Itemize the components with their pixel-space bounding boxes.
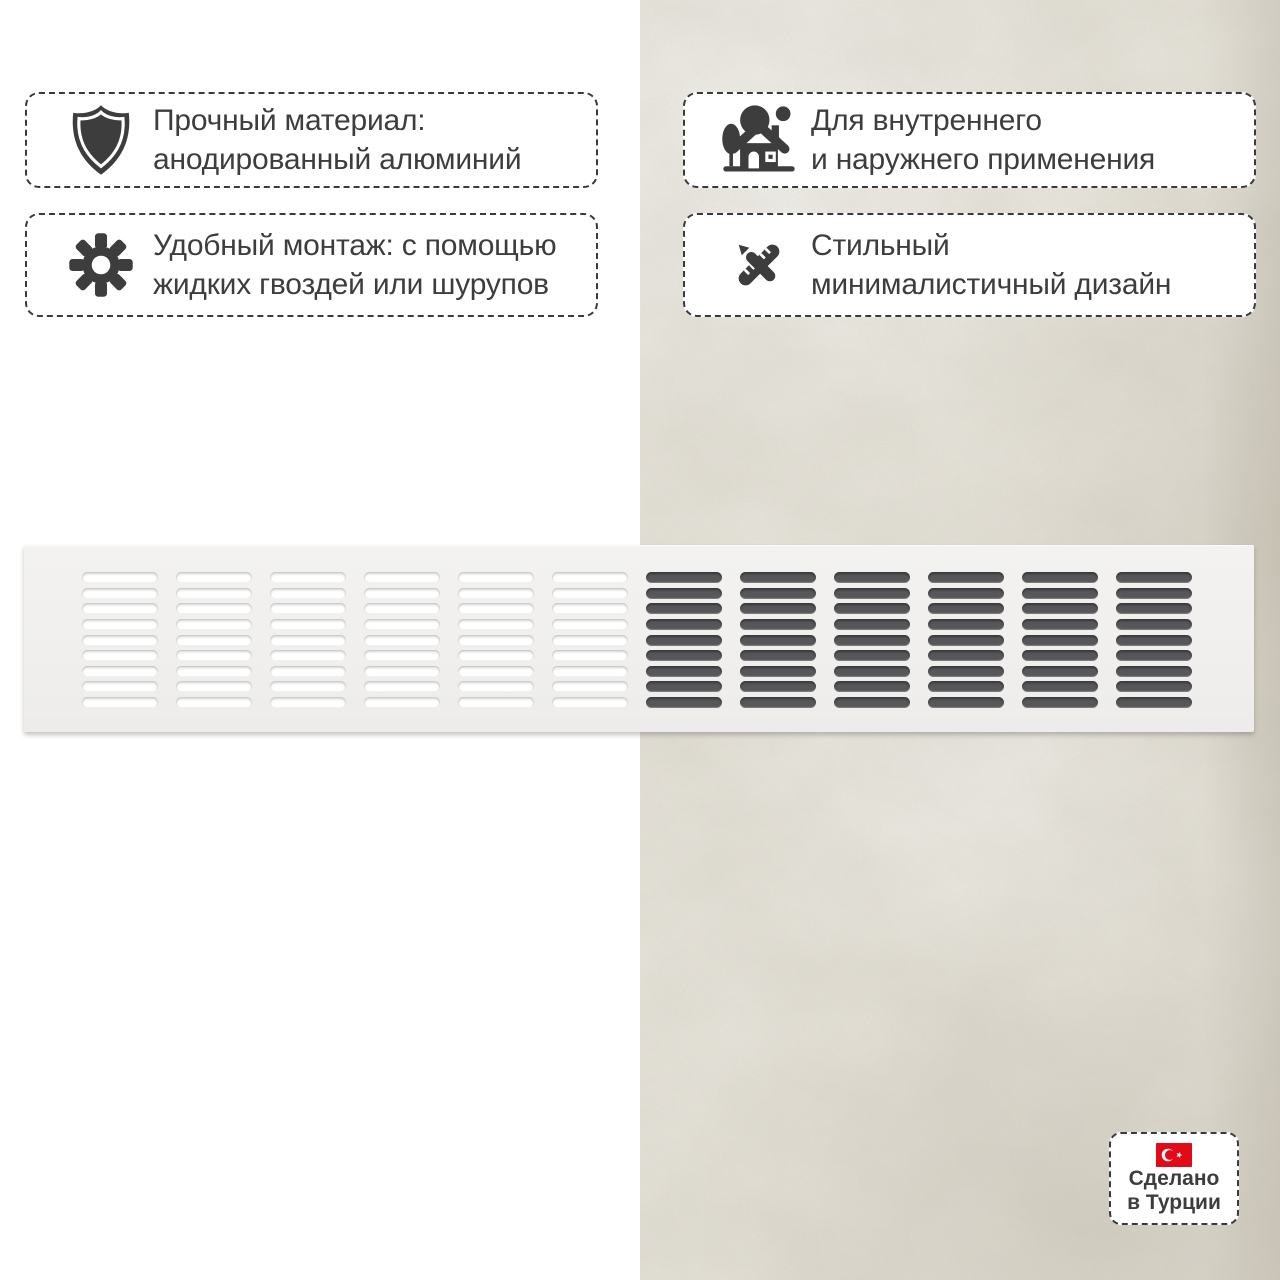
vent-slot [834, 666, 910, 677]
vent-slot [1022, 572, 1098, 583]
vent-slot [458, 650, 534, 661]
slot-column [834, 572, 910, 708]
feature-line: Стильный [811, 229, 950, 262]
feature-line: Для внутреннего [811, 104, 1042, 137]
vent-slot [270, 666, 346, 677]
vent-slot [458, 697, 534, 708]
slot-column [364, 572, 440, 708]
vent-slot [176, 666, 252, 677]
slot-column [552, 572, 628, 708]
vent-slot [740, 635, 816, 646]
ventilation-grille [24, 545, 1254, 732]
slot-column [82, 572, 158, 708]
vent-slot [552, 650, 628, 661]
vent-slot [270, 650, 346, 661]
feature-text [811, 101, 1155, 179]
vent-slot [270, 619, 346, 630]
vent-slot [1116, 619, 1192, 630]
vent-slot [1022, 666, 1098, 677]
turkey-flag-icon [1156, 1143, 1192, 1167]
vent-slot [1116, 572, 1192, 583]
vent-slot [364, 650, 440, 661]
slot-column [646, 572, 722, 708]
vent-slot [176, 681, 252, 692]
vent-slot [458, 572, 534, 583]
vent-slot [928, 603, 1004, 614]
vent-slot [176, 619, 252, 630]
vent-slot [364, 681, 440, 692]
feature-box-design [683, 213, 1256, 317]
vent-slot [458, 666, 534, 677]
vent-slot [1022, 619, 1098, 630]
vent-slot [1116, 603, 1192, 614]
vent-slot [82, 697, 158, 708]
vent-slot [646, 588, 722, 599]
vent-slot [364, 619, 440, 630]
feature-line: анодированный алюминий [153, 143, 522, 176]
vent-slot [364, 635, 440, 646]
vent-slot [552, 635, 628, 646]
vent-slot [834, 603, 910, 614]
feature-line: жидких гвоздей или шурупов [153, 268, 549, 301]
vent-slot [458, 681, 534, 692]
gear-icon [57, 230, 145, 300]
vent-slot [1022, 603, 1098, 614]
vent-slot [270, 588, 346, 599]
vent-slot [928, 697, 1004, 708]
vent-slot [176, 603, 252, 614]
made-in-turkey-badge [1109, 1132, 1239, 1225]
slot-column [458, 572, 534, 708]
vent-slot [928, 588, 1004, 599]
vent-slot [176, 588, 252, 599]
vent-slot [552, 619, 628, 630]
vent-slot [176, 635, 252, 646]
vent-slot [740, 572, 816, 583]
feature-line: Удобный монтаж: с помощью [153, 229, 557, 262]
vent-slot [82, 603, 158, 614]
vent-slot [1116, 681, 1192, 692]
vent-slot [176, 650, 252, 661]
vent-slot [1022, 697, 1098, 708]
vent-slot [646, 619, 722, 630]
vent-slot [82, 666, 158, 677]
vent-slot [740, 619, 816, 630]
vent-slot [834, 635, 910, 646]
feature-box-material [25, 92, 598, 188]
vent-slot [646, 650, 722, 661]
feature-box-application [683, 92, 1256, 188]
feature-line: Прочный материал: [153, 104, 426, 137]
vent-slot [270, 681, 346, 692]
vent-slot [834, 619, 910, 630]
vent-slot [1022, 588, 1098, 599]
vent-slot [646, 572, 722, 583]
vent-slot [646, 666, 722, 677]
grille-slots [82, 572, 1192, 708]
feature-text [153, 101, 521, 179]
vent-slot [270, 635, 346, 646]
vent-slot [1116, 588, 1192, 599]
vent-slot [740, 588, 816, 599]
vent-slot [552, 666, 628, 677]
vent-slot [82, 635, 158, 646]
vent-slot [740, 603, 816, 614]
vent-slot [834, 697, 910, 708]
vent-slot [364, 588, 440, 599]
shield-icon [57, 101, 145, 179]
feature-text [153, 226, 556, 304]
vent-slot [82, 572, 158, 583]
vent-slot [364, 603, 440, 614]
vent-slot [552, 588, 628, 599]
vent-slot [176, 697, 252, 708]
vent-slot [82, 650, 158, 661]
vent-slot [928, 572, 1004, 583]
vent-slot [740, 697, 816, 708]
vent-slot [458, 588, 534, 599]
vent-slot [176, 572, 252, 583]
vent-slot [834, 650, 910, 661]
vent-slot [270, 603, 346, 614]
pencil-ruler-icon [715, 228, 803, 302]
vent-slot [740, 650, 816, 661]
slot-column [176, 572, 252, 708]
vent-slot [552, 697, 628, 708]
feature-box-mounting [25, 213, 598, 317]
vent-slot [82, 681, 158, 692]
vent-slot [928, 666, 1004, 677]
vent-slot [646, 635, 722, 646]
slot-column [1116, 572, 1192, 708]
badge-line: Сделано [1128, 1167, 1220, 1190]
slot-column [270, 572, 346, 708]
vent-slot [740, 666, 816, 677]
badge-line: в Турции [1127, 1191, 1221, 1214]
vent-slot [834, 572, 910, 583]
vent-slot [1116, 666, 1192, 677]
vent-slot [270, 697, 346, 708]
vent-slot [1116, 635, 1192, 646]
house-tree-icon [715, 98, 803, 182]
vent-slot [1116, 697, 1192, 708]
vent-slot [552, 603, 628, 614]
vent-slot [364, 697, 440, 708]
vent-slot [646, 603, 722, 614]
vent-slot [646, 681, 722, 692]
vent-slot [364, 666, 440, 677]
vent-slot [1022, 635, 1098, 646]
vent-slot [1022, 650, 1098, 661]
vent-slot [1116, 650, 1192, 661]
vent-slot [834, 681, 910, 692]
vent-slot [552, 572, 628, 583]
vent-slot [270, 572, 346, 583]
slot-column [928, 572, 1004, 708]
vent-slot [552, 681, 628, 692]
vent-slot [458, 635, 534, 646]
vent-slot [458, 619, 534, 630]
vent-slot [646, 697, 722, 708]
vent-slot [928, 635, 1004, 646]
feature-line: и наружнего применения [811, 143, 1156, 176]
vent-slot [82, 619, 158, 630]
vent-slot [458, 603, 534, 614]
vent-slot [928, 650, 1004, 661]
slot-column [740, 572, 816, 708]
vent-slot [834, 588, 910, 599]
slot-column [1022, 572, 1098, 708]
feature-line: минималистичный дизайн [811, 268, 1172, 301]
vent-slot [928, 681, 1004, 692]
vent-slot [364, 572, 440, 583]
vent-slot [1022, 681, 1098, 692]
vent-slot [82, 588, 158, 599]
feature-text [811, 226, 1171, 304]
vent-slot [740, 681, 816, 692]
vent-slot [928, 619, 1004, 630]
